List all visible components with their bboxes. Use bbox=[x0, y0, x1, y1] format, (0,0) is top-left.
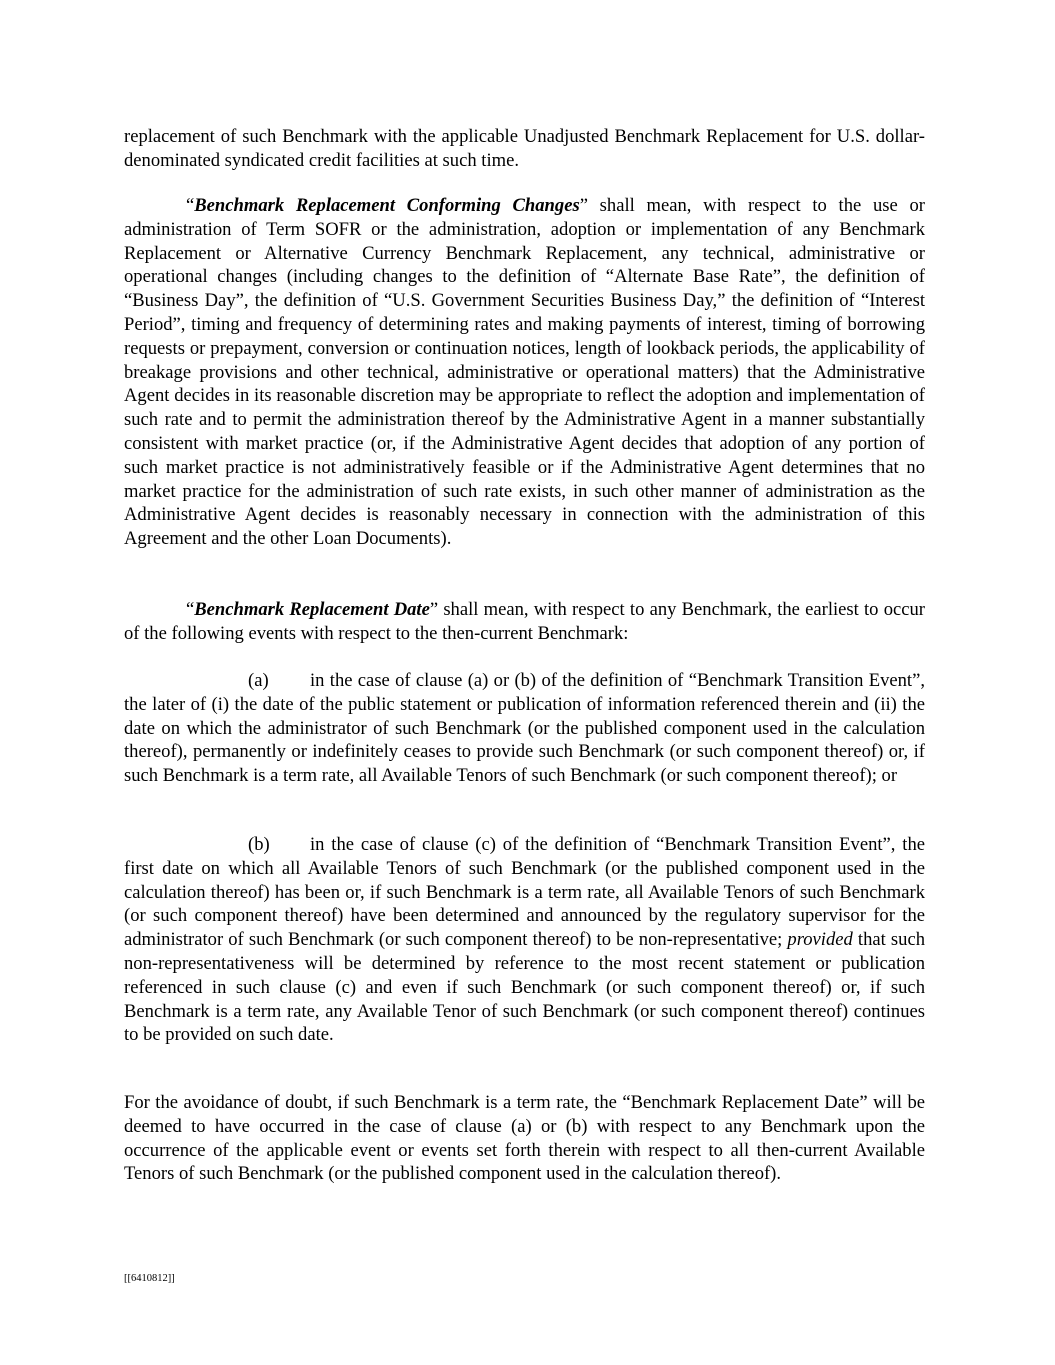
avoidance-of-doubt-paragraph: For the avoidance of doubt, if such Benchmark is a term rate, the “Benchmark Replacement Date” will be deemed to have occurred in the case of clause (a) or (b) with respect to any Benchmark upon the occurrence of the applicable event or events set forth therein with respect to all then-current Available Tenors of such Benchmark (or the published component used in the calculation thereof). bbox=[124, 1092, 925, 1185]
clause-a-label: (a) bbox=[248, 670, 269, 691]
defined-term-replacement-date: Benchmark Replacement Date bbox=[194, 599, 430, 620]
clause-b-text-part-1: in the case of clause (c) of the definition of “Benchmark Transition Event”, the first date on which all Available Tenors of such Benchmark (or the published component used in the calculation thereof) has been or, if such Benchmark is a term rate, all Available Tenors of such Benchmark (or such component thereof) have been determined and announced by the regulatory supervisor for the administrator of such Benchmark (or such component thereof) to be non-representative; bbox=[124, 834, 925, 951]
clause-b-paragraph bbox=[124, 833, 925, 1047]
clause-b-label: (b) bbox=[248, 834, 270, 855]
document-id-footer: [[6410812]] bbox=[124, 1273, 175, 1284]
definition-replacement-date bbox=[124, 598, 925, 646]
definition-body: ” shall mean, with respect to any Benchmark, the earliest to occur of the following events with respect to the then-current Benchmark: bbox=[124, 599, 925, 644]
definition-conforming-changes bbox=[124, 194, 925, 551]
open-quote: “ bbox=[186, 195, 195, 216]
clause-a-paragraph bbox=[124, 669, 925, 788]
defined-term-conforming-changes: Benchmark Replacement Conforming Changes bbox=[194, 195, 580, 216]
clause-b-text-part-2: that such non-representativeness will be determined by reference to the most recent statement or publication referenced in such clause (c) and even if such Benchmark (or such component thereof) or, if such Benchmark is a term rate, any Available Tenor of such Benchmark (or such component thereof) continues to be provided on such date. bbox=[124, 929, 925, 1046]
proviso-term: provided bbox=[787, 929, 853, 951]
definition-body: ” shall mean, with respect to the use or administration of Term SOFR or the administration, adoption or implementation of any Benchmark Replacement or Alternative Currency Benchmark Replacement, any technical, administrative or operational changes (including changes to the definition of “Alternate Base Rate”, the definition of “Business Day”, the definition of “U.S. Government Securities Business Day,” the definition of “Interest Period”, timing and frequency of determining rates and making payments of interest, timing of borrowing requests or prepayment, conversion or continuation notices, length of lookback periods, the applicability of breakage provisions and other technical, administrative or operational matters) that the Administrative Agent decides in its reasonable discretion may be appropriate to reflect the adoption and implementation of such rate and to permit the administration thereof by the Administrative Agent in a manner substantially consistent with market practice (or, if the Administrative Agent decides that adoption of any portion of such market practice is not administratively feasible or if the Administrative Agent determines that no market practice for the administration of such rate exists, in such other manner of administration as the Administrative Agent decides is reasonably necessary in connection with the administration of this Agreement and the other Loan Documents). bbox=[124, 195, 925, 550]
clause-a-text: in the case of clause (a) or (b) of the definition of “Benchmark Transition Event”, the later of (i) the date of the public statement or publication of information referenced therein and (ii) the date on which the administrator of such Benchmark (or the published component used in the calculation thereof), permanently or indefinitely ceases to provide such Benchmark (or such component thereof) or, if such Benchmark is a term rate, all Available Tenors of such Benchmark (or such component thereof); or bbox=[124, 670, 925, 787]
open-quote: “ bbox=[186, 599, 195, 620]
continuation-paragraph: replacement of such Benchmark with the applicable Unadjusted Benchmark Replacement for U.S. dollar-denominated syndicated credit facilities at such time. bbox=[124, 126, 925, 171]
